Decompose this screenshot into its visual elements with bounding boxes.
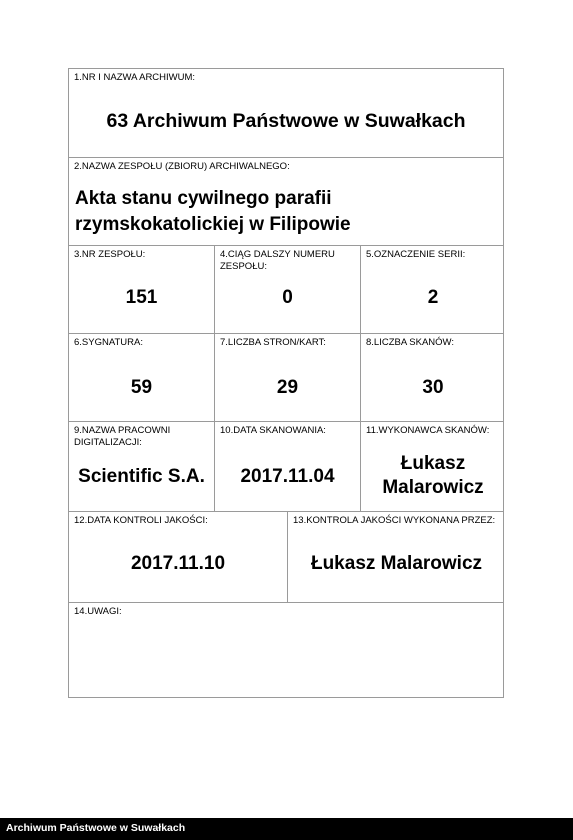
signature-value: 59 [130,377,153,398]
series-value: 2 [427,287,439,308]
digitization-studio-cell [69,422,214,511]
fonds-number-cell [69,246,214,333]
fonds-name-cell [69,158,503,245]
archive-row [69,69,503,158]
qc-performer-value: Łukasz Malarowicz [310,553,483,574]
archive-cell [69,69,503,157]
scan-count-value: 30 [422,377,444,398]
metadata-form [68,68,504,698]
fonds-name-label: 2.NAZWA ZESPOŁU (ZBIORU) ARCHIWALNEGO: [74,161,290,172]
archive-label: 1.NR I NAZWA ARCHIWUM: [74,72,196,83]
scan-date-cell [214,422,360,511]
qc-date-value: 2017.11.10 [130,553,226,574]
signature-cell [69,334,214,421]
fonds-number-row [69,246,503,334]
signature-row [69,334,503,422]
footer-bar [0,818,573,840]
digitization-studio-label: 9.NAZWA PRACOWNI DIGITALIZACJI: [74,425,171,448]
page-count-label: 7.LICZBA STRON/KART: [220,337,326,348]
scan-date-value: 2017.11.04 [240,466,335,487]
fonds-number-continuation-label: 4.CIĄG DALSZY NUMERU ZESPOŁU: [220,249,335,272]
scan-operator-cell [360,422,505,511]
fonds-name-value: Akta stanu cywilnego parafii rzymskokatolickiej w Filipowie [75,188,351,235]
page-count-cell [214,334,360,421]
scan-operator-value: Łukasz Malarowicz [382,453,484,498]
digitization-studio-value: Scientific S.A. [78,466,205,487]
remarks-cell [69,603,503,697]
page-count-value: 29 [276,377,299,398]
qc-date-label: 12.DATA KONTROLI JAKOŚCI: [74,515,208,526]
footer-text: Archiwum Państwowe w Suwałkach [6,822,186,834]
fonds-name-row [69,158,503,246]
archive-value: 63 Archiwum Państwowe w Suwałkach [106,110,466,132]
qc-performer-label: 13.KONTROLA JAKOŚCI WYKONANA PRZEZ: [293,515,496,526]
digitization-row [69,422,503,512]
signature-label: 6.SYGNATURA: [74,337,143,348]
scan-count-cell [360,334,505,421]
scan-count-label: 8.LICZBA SKANÓW: [366,337,454,348]
fonds-number-label: 3.NR ZESPOŁU: [74,249,146,260]
remarks-row [69,603,503,697]
fonds-number-continuation-cell [214,246,360,333]
fonds-number-continuation-value: 0 [282,287,293,308]
series-cell [360,246,505,333]
qc-performer-cell [287,512,505,602]
qc-date-cell [69,512,287,602]
fonds-number-value: 151 [125,287,158,308]
scan-operator-label: 11.WYKONAWCA SKANÓW: [366,425,490,436]
remarks-label: 14.UWAGI: [74,606,122,617]
series-label: 5.OZNACZENIE SERII: [366,249,466,260]
quality-control-row [69,512,503,603]
scan-date-label: 10.DATA SKANOWANIA: [220,425,326,436]
